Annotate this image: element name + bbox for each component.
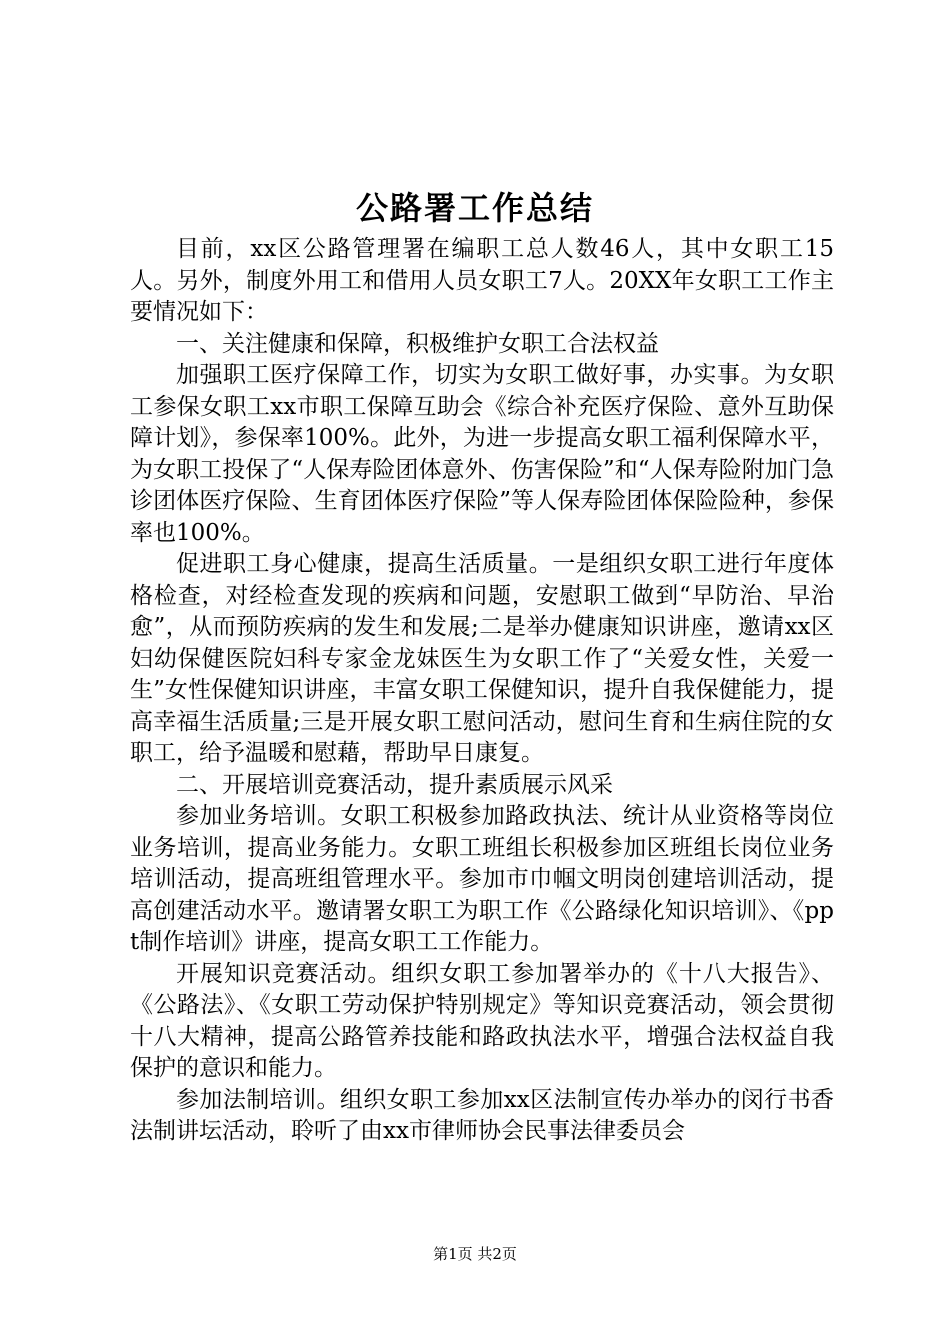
paragraph-health: 促进职工身心健康，提高生活质量。一是组织女职工进行年度体格检查，对经检查发现的疾病和问题，安慰职工做到“早防治、早治愈”，从而预防疾病的发生和发展;二是举办健康知识讲座，邀请xx区妇幼保健医院妇科专家金龙妹医生为女职工作了“关爱女性，关爱一生”女性保健知识讲座，丰富女职工保健知识，提升自我保健能力，提高幸福生活质量;三是开展女职工慰问活动，慰问生育和生病住院的女职工，给予温暖和慰藉，帮助早日康复。 (130, 551, 834, 766)
document-body (130, 234, 834, 1148)
section-heading-1: 一、关注健康和保障，积极维护女职工合法权益 (176, 330, 659, 357)
paragraph-intro: 目前，xx区公路管理署在编职工总人数46人，其中女职工15人。另外，制度外用工和借用人员女职工7人。20XX年女职工工作主要情况如下： (130, 236, 834, 325)
paragraph-medical-insurance: 加强职工医疗保障工作，切实为女职工做好事，办实事。为女职工参保女职工xx市职工保障互助会《综合补充医疗保险、意外互助保障计划》，参保率100%。此外，为进一步提高女职工福利保障水平，为女职工投保了“人保寿险团体意外、伤害保险”和“人保寿险附加门急诊团体医疗保险、生育团体医疗保险”等人保寿险团体保险险种，参保率也100%。 (130, 362, 834, 546)
paragraph-legal-training: 参加法制培训。组织女职工参加xx区法制宣传办举办的闵行书香法制讲坛活动，聆听了由xx市律师协会民事法律委员会 (130, 1086, 834, 1144)
paragraph-business-training: 参加业务培训。女职工积极参加路政执法、统计从业资格等岗位业务培训，提高业务能力。女职工班组长积极参加区班组长岗位业务培训活动，提高班组管理水平。参加市巾帼文明岗创建培训活动，提高创建活动水平。邀请署女职工为职工作《公路绿化知识培训》、《ppt制作培训》讲座，提高女职工工作能力。 (130, 803, 834, 955)
section-heading-2: 二、开展培训竞赛活动，提升素质展示风采 (176, 771, 613, 798)
page-number-footer: 第1页 共2页 (433, 1245, 517, 1263)
paragraph-knowledge-contest: 开展知识竞赛活动。组织女职工参加署举办的《十八大报告》、《公路法》、《女职工劳动保护特别规定》等知识竞赛活动，领会贯彻十八大精神，提高公路管养技能和路政执法水平，增强合法权益自我保护的意识和能力。 (130, 960, 834, 1081)
document-title: 公路署工作总结 (355, 189, 594, 227)
